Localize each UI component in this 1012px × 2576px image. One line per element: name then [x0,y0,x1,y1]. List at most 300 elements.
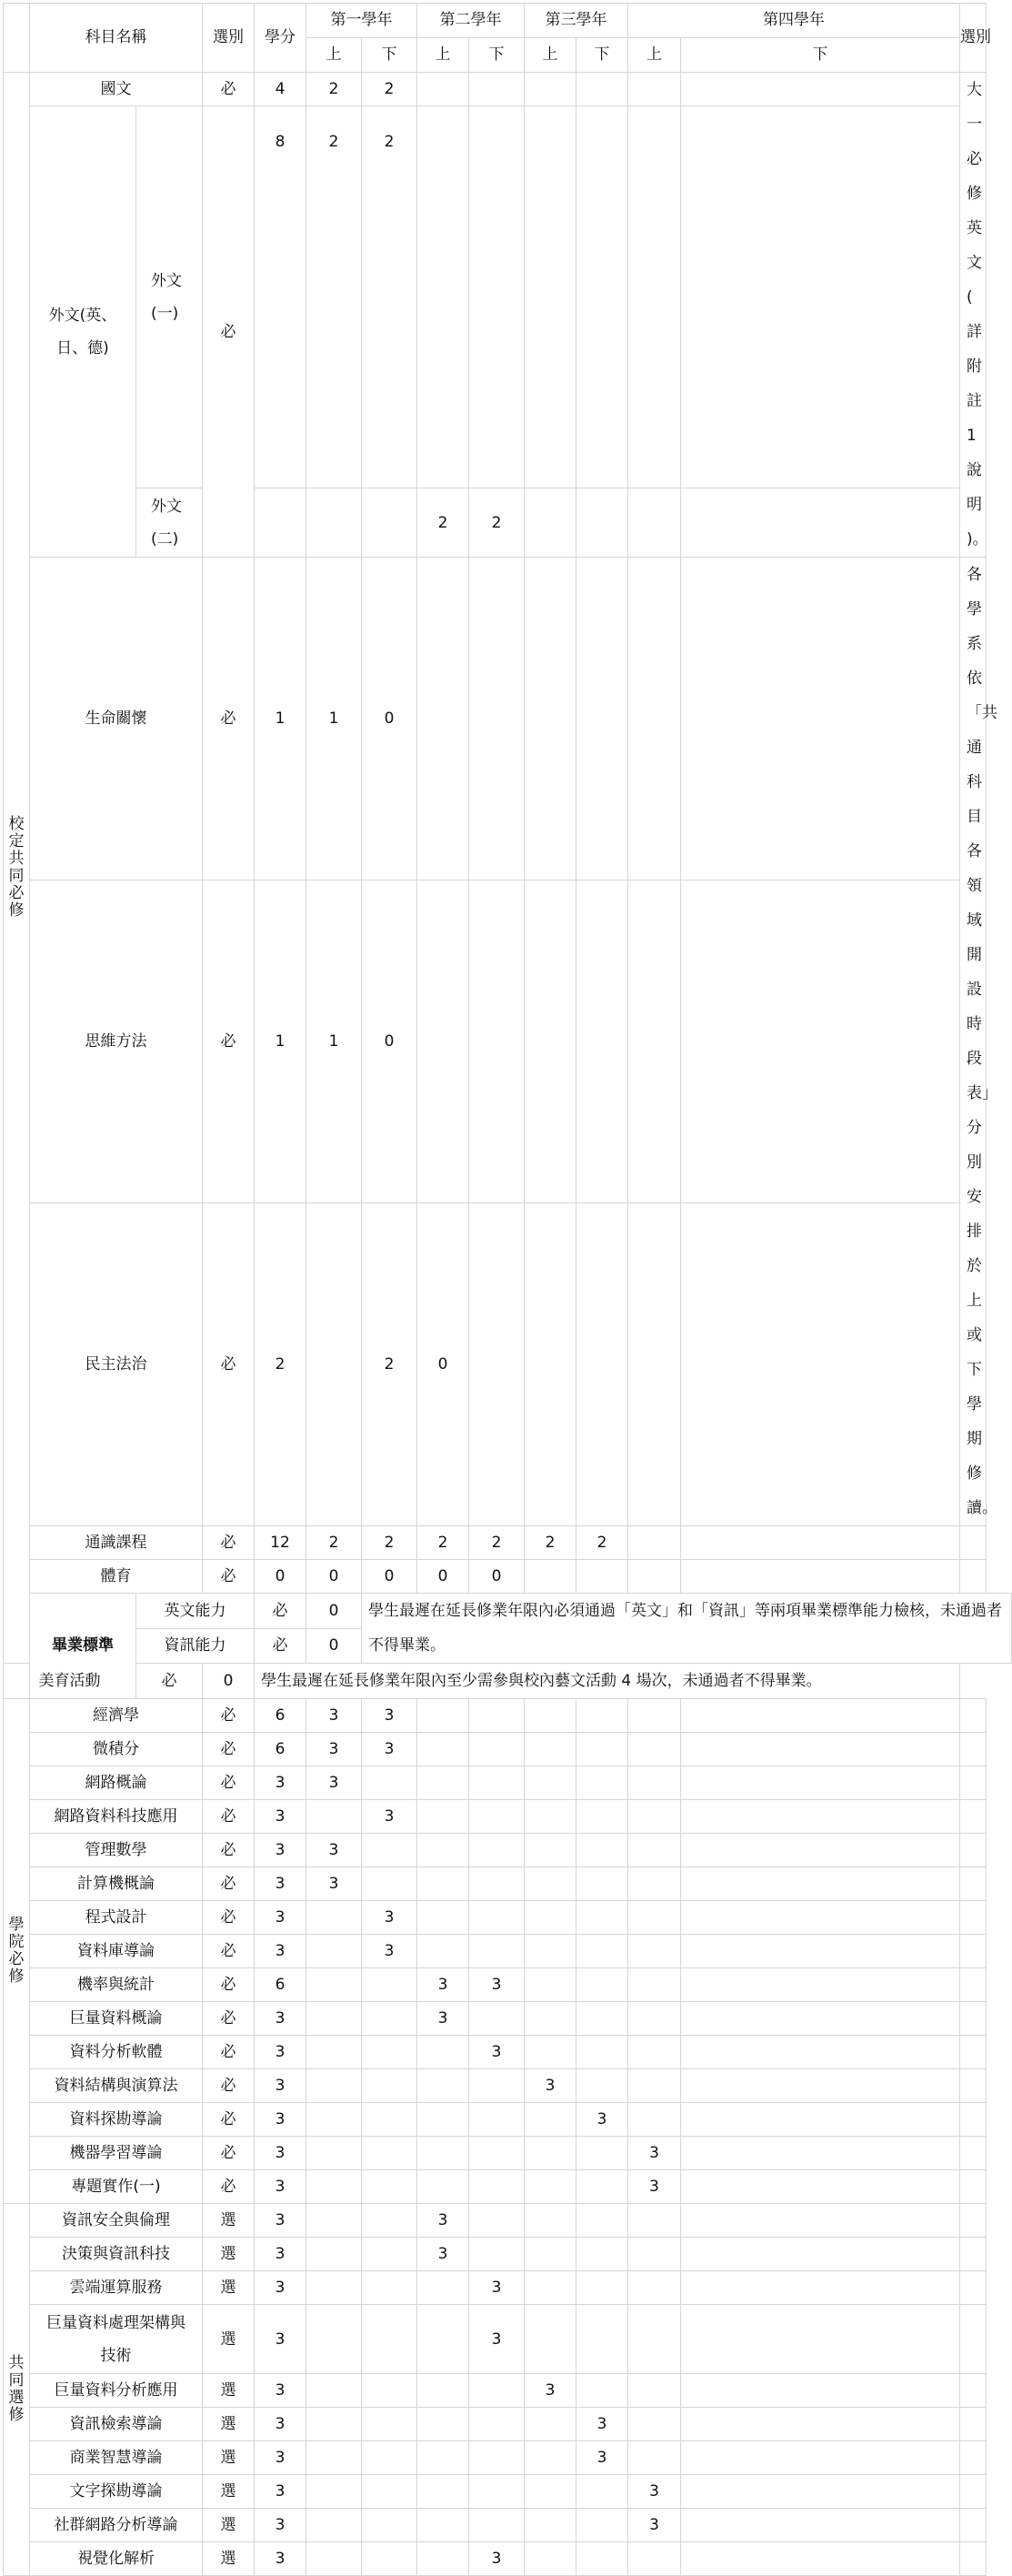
credit-y1-upper [306,2238,362,2271]
subject-type: 必 [203,558,255,880]
table-row [4,2475,1012,2509]
subject-credits: 2 [255,1203,306,1526]
credit-y1-lower: 3 [362,1800,417,1834]
credit-y3-lower [576,2170,628,2204]
header-year2: 第二學年 [417,4,525,38]
subject-type: 選 [203,2305,255,2374]
table-row [4,1935,1012,1968]
credit-y1-lower [362,2204,417,2238]
credit-y4-upper [628,1526,681,1560]
subject-credits: 3 [255,2374,306,2408]
credit-y1-lower: 0 [362,1560,417,1594]
table-row [4,1901,1012,1935]
credit-y1-upper [306,2374,362,2408]
note-cell [960,2137,987,2170]
credit-y4-upper: 3 [628,2170,681,2204]
subject-type: 必 [203,1968,255,2002]
credit-y3-upper [525,1800,576,1834]
credit-y1-upper [306,2441,362,2475]
subject-name: 微積分 [30,1733,203,1766]
table-row [4,2238,1012,2271]
credit-y4-upper [628,1560,681,1594]
subject-credits: 6 [255,1733,306,1766]
credit-y2-lower: 3 [469,2036,525,2069]
credit-y3-upper [525,880,576,1203]
note-cell [960,1935,987,1968]
note-schedule: 各學系依「共通科目各領域開設時段表」分別安排於上或下學期修讀。 [960,558,987,1526]
credit-y2-lower [469,1733,525,1766]
credit-y2-lower [469,1901,525,1935]
credit-y4-upper [628,1901,681,1935]
credit-y3-upper [525,2441,576,2475]
curriculum-sheet [3,3,1002,2568]
credit-y4-lower [681,1766,960,1800]
subject-name: 經濟學 [30,1699,203,1733]
subject-type: 選 [203,2441,255,2475]
subject-credits: 3 [255,1935,306,1968]
credit-y2-lower: 2 [469,488,525,558]
credit-y4-upper [628,1766,681,1800]
credit-y2-upper [417,2441,469,2475]
credit-y2-upper [417,1867,469,1901]
credit-y1-lower: 2 [362,106,417,488]
credit-y3-lower [576,2002,628,2036]
credit-y2-upper: 3 [417,2238,469,2271]
credit-y3-upper [525,2170,576,2204]
note-cell [960,2069,987,2103]
credit-y4-lower [681,1800,960,1834]
credit-y4-lower [681,2542,960,2576]
subject-type: 必 [255,1594,306,1629]
subject-type: 必 [203,1867,255,1901]
credit-y2-lower [469,2509,525,2542]
credit-y4-lower [681,2170,960,2204]
credit-y1-upper: 2 [306,1526,362,1560]
credit-y1-lower [362,2542,417,2576]
credit-y4-upper [628,2069,681,2103]
subject-credits: 3 [255,1800,306,1834]
credit-y1-lower: 3 [362,1901,417,1935]
credit-y4-upper [628,2305,681,2374]
table-row [4,2271,1012,2305]
credit-y1-upper [306,2542,362,2576]
credit-y3-lower [576,1203,628,1526]
subject-type: 必 [203,1203,255,1526]
credit-y4-lower [681,2238,960,2271]
credit-y1-upper: 2 [306,106,362,488]
credit-y1-lower [362,2509,417,2542]
credit-y1-lower: 2 [362,1526,417,1560]
subject-name: 機器學習導論 [30,2137,203,2170]
credit-y3-lower [576,2137,628,2170]
credit-y4-lower [681,2441,960,2475]
note-cell [960,1560,987,1594]
credit-y3-lower [576,106,628,488]
credit-y2-lower [469,73,525,106]
credit-y3-upper [525,2475,576,2509]
credit-y3-lower [576,1867,628,1901]
credit-y4-upper [628,1699,681,1733]
group-common-elective: 共同選修 [4,2204,30,2576]
subject-type: 必 [203,1560,255,1594]
credit-y3-upper [525,558,576,880]
credit-y3-lower [576,2509,628,2542]
credit-y1-upper [306,1800,362,1834]
header-year4: 第四學年 [628,4,960,38]
credit-y4-lower [681,2408,960,2441]
note-cell [960,1800,987,1834]
credit-y4-upper [628,1203,681,1526]
subject-type: 選 [203,2204,255,2238]
credit-y4-lower [681,2374,960,2408]
credit-y4-upper [628,2374,681,2408]
credit-y3-lower [576,2475,628,2509]
note-cell [960,2002,987,2036]
credit-y3-upper [525,1834,576,1867]
credit-y1-lower [362,2475,417,2509]
credit-y3-lower [576,1699,628,1733]
subject-type: 必 [203,1699,255,1733]
subject-name-foreign: 外文(英、日、德) [30,106,136,558]
credit-y2-upper [417,2542,469,2576]
credit-y4-lower [681,880,960,1203]
credit-y1-upper [306,2475,362,2509]
table-row [4,2542,1012,2576]
table-row [4,2305,1012,2374]
subject-subname-foreign1: 外文(一) [136,106,203,488]
credit-y3-lower [576,1733,628,1766]
header-year3: 第三學年 [525,4,628,38]
subject-name: 雲端運算服務 [30,2271,203,2305]
subject-type: 選 [203,2475,255,2509]
credit-y4-upper [628,106,681,488]
subject-type: 選 [203,2271,255,2305]
credit-y2-upper [417,2036,469,2069]
credit-y3-lower: 3 [576,2408,628,2441]
subject-credits: 3 [255,2002,306,2036]
header-y1-lower: 下 [362,38,417,73]
credit-y3-upper [525,1560,576,1594]
credit-y4-upper [628,1733,681,1766]
credit-y3-upper [525,2509,576,2542]
credit-y4-lower [681,2271,960,2305]
credit-y3-upper [525,1935,576,1968]
credit-y4-upper [628,1968,681,2002]
credit-y2-upper: 0 [417,1203,469,1526]
credit-y2-lower [469,1800,525,1834]
credit-y4-upper [628,2238,681,2271]
credit-y2-lower [469,2204,525,2238]
subject-name: 資料結構與演算法 [30,2069,203,2103]
credit-y1-upper [306,2137,362,2170]
subject-type: 必 [203,880,255,1203]
credit-y2-lower [469,1699,525,1733]
table-row [4,2374,1012,2408]
credit-y2-lower: 2 [469,1526,525,1560]
subject-type: 必 [203,2036,255,2069]
subject-credits: 0 [255,1560,306,1594]
credit-y2-upper [417,2374,469,2408]
credit-y2-upper: 2 [417,488,469,558]
credit-y4-lower [681,2204,960,2238]
credit-y3-upper: 2 [525,1526,576,1560]
note-cell [960,2509,987,2542]
subject-name: 社群網路分析導論 [30,2509,203,2542]
credit-y1-lower: 0 [362,558,417,880]
credit-y2-lower [469,2002,525,2036]
credit-y2-lower [469,2408,525,2441]
credit-y3-upper [525,2002,576,2036]
credit-y3-upper: 3 [525,2374,576,2408]
credit-y1-lower: 2 [362,1203,417,1526]
credit-y2-lower [469,2441,525,2475]
credit-y2-lower [469,1867,525,1901]
credit-y4-lower [681,2137,960,2170]
credit-y4-upper [628,558,681,880]
credit-y1-lower [362,2305,417,2374]
credit-y3-lower [576,2374,628,2408]
subject-credits [255,488,306,558]
subject-name: 巨量資料概論 [30,2002,203,2036]
credit-y2-upper [417,2475,469,2509]
subject-name: 國文 [30,73,203,106]
credit-y4-upper [628,2271,681,2305]
credit-y3-lower [576,73,628,106]
credit-y4-lower [681,1203,960,1526]
table-row [4,2408,1012,2441]
note-cell [960,1867,987,1901]
note-english: 大一必修英文( 詳附註1說明 )。 [960,73,987,558]
subject-name: 體育 [30,1560,203,1594]
credit-y4-upper [628,2408,681,2441]
subject-name: 文字探勘導論 [30,2475,203,2509]
credit-y4-upper [628,2036,681,2069]
credit-y3-upper [525,1867,576,1901]
credit-y1-upper [306,1901,362,1935]
subject-name: 資料探勘導論 [30,2103,203,2137]
credit-y1-upper [306,2103,362,2137]
credit-y2-lower [469,2374,525,2408]
credit-y1-upper [306,1935,362,1968]
credit-y3-upper [525,106,576,488]
credit-y1-upper [306,2509,362,2542]
credit-y4-lower [681,2475,960,2509]
note-cell [960,1766,987,1800]
subject-name: 思維方法 [30,880,203,1203]
note-cell [960,2441,987,2475]
group-college-required: 學院必修 [4,1699,30,2204]
credit-y4-upper [628,2002,681,2036]
subject-type: 必 [203,1935,255,1968]
credit-y1-upper [306,2408,362,2441]
credit-y1-upper [306,2069,362,2103]
credit-y1-lower [362,488,417,558]
subject-type: 必 [203,2170,255,2204]
credit-y4-upper [628,1867,681,1901]
header-y2-upper: 上 [417,38,469,73]
credit-y4-upper: 3 [628,2137,681,2170]
credit-y1-upper [306,2204,362,2238]
subject-credits: 6 [255,1699,306,1733]
subject-credits: 3 [255,1867,306,1901]
credit-y4-lower [681,1526,960,1560]
credit-y1-lower: 3 [362,1733,417,1766]
credit-y2-upper [417,1800,469,1834]
subject-type: 必 [203,1766,255,1800]
credit-y1-lower [362,2441,417,2475]
credit-y4-lower [681,106,960,488]
subject-name: 機率與統計 [30,1968,203,2002]
credit-y1-upper: 3 [306,1699,362,1733]
credit-y1-lower [362,2374,417,2408]
subject-type: 必 [203,73,255,106]
credit-y4-lower [681,2002,960,2036]
credit-y2-lower [469,1935,525,1968]
credit-y1-lower [362,2002,417,2036]
table-row [4,2137,1012,2170]
table-row [4,1800,1012,1834]
credit-y3-upper [525,2238,576,2271]
table-row [4,1664,1012,1699]
subject-credits: 3 [255,2238,306,2271]
credit-y3-lower: 3 [576,2103,628,2137]
credit-y3-upper [525,1766,576,1800]
credit-y1-lower [362,2271,417,2305]
credit-y2-upper [417,1935,469,1968]
credit-y3-lower [576,1901,628,1935]
note-cell [960,2036,987,2069]
note-grad-arts: 學生最遲在延長修業年限內至少需參與校內藝文活動 4 場次，未通過者不得畢業。 [255,1664,960,1699]
table-row [4,1867,1012,1901]
credit-y4-upper [628,880,681,1203]
note-cell [960,2475,987,2509]
credit-y1-lower [362,2408,417,2441]
credit-y2-upper [417,1766,469,1800]
subject-name: 資訊檢索導論 [30,2408,203,2441]
credit-y2-lower [469,1203,525,1526]
credit-y3-lower [576,1935,628,1968]
subject-name: 資訊能力 [136,1628,255,1664]
subject-credits: 6 [255,1968,306,2002]
subject-name: 生命關懷 [30,558,203,880]
note-cell [960,1733,987,1766]
credit-y2-upper [417,558,469,880]
credit-y3-lower [576,1834,628,1867]
credit-y4-lower [681,1968,960,2002]
credit-y2-upper: 0 [417,1560,469,1594]
credit-y1-lower [362,2137,417,2170]
credit-y4-lower [681,73,960,106]
credit-y1-lower [362,1766,417,1800]
credit-y2-lower [469,880,525,1203]
subject-credits: 3 [255,2509,306,2542]
subject-subname-foreign2: 外文(二) [136,488,203,558]
credit-y1-upper: 1 [306,880,362,1203]
note-cell [960,2542,987,2576]
credit-y1-lower [362,2170,417,2204]
subject-type: 必 [203,2069,255,2103]
credit-y1-lower: 3 [362,1935,417,1968]
credit-y3-lower [576,2542,628,2576]
table-row [4,1834,1012,1867]
credit-y2-lower [469,2475,525,2509]
credit-y3-upper [525,1901,576,1935]
credit-y1-upper [306,2170,362,2204]
credit-y4-upper: 3 [628,2475,681,2509]
table-row [4,2002,1012,2036]
subject-credits: 8 [255,106,306,488]
note-cell [960,2238,987,2271]
note-cell [960,2204,987,2238]
credit-y3-upper [525,2305,576,2374]
subject-name: 專題實作(一) [30,2170,203,2204]
subject-type: 必 [203,2002,255,2036]
credit-y4-lower [681,2069,960,2103]
credit-y1-upper: 3 [306,1733,362,1766]
credit-y3-lower [576,2036,628,2069]
subject-credits: 3 [255,2103,306,2137]
subject-credits: 12 [255,1526,306,1560]
credit-y2-upper [417,1733,469,1766]
credit-y3-lower [576,1766,628,1800]
credit-y1-upper [306,2305,362,2374]
credit-y4-lower [681,1867,960,1901]
credit-y4-lower [681,1935,960,1968]
table-row [4,1526,1012,1560]
credit-y2-upper [417,1699,469,1733]
credit-y2-upper [417,2271,469,2305]
subject-credits: 4 [255,73,306,106]
credit-y1-lower [362,2069,417,2103]
table-row [4,1733,1012,1766]
note-cell [960,2305,987,2374]
credit-y4-lower [681,1699,960,1733]
credit-y1-upper: 1 [306,558,362,880]
table-row [4,880,1012,1203]
note-cell [960,1699,987,1733]
credit-y3-lower [576,2271,628,2305]
subject-name: 計算機概論 [30,1867,203,1901]
table-row [4,1594,1012,1629]
table-row [4,1699,1012,1733]
credit-y3-upper [525,2204,576,2238]
subject-credits: 3 [255,2170,306,2204]
credit-y3-upper [525,2103,576,2137]
credit-y4-upper [628,1800,681,1834]
credit-y1-lower [362,2103,417,2137]
subject-credits: 1 [255,880,306,1203]
header-y1-upper: 上 [306,38,362,73]
table-row [4,2103,1012,2137]
credit-y2-upper: 3 [417,2204,469,2238]
subject-credits: 3 [255,2305,306,2374]
subject-credits: 3 [255,2069,306,2103]
credit-y1-lower [362,1867,417,1901]
credit-y3-lower [576,2238,628,2271]
subject-type: 必 [203,2137,255,2170]
credit-y1-upper: 3 [306,1834,362,1867]
credit-y2-lower: 3 [469,1968,525,2002]
credit-y2-lower [469,106,525,488]
subject-credits: 3 [255,2204,306,2238]
credit-y4-upper [628,2542,681,2576]
note-cell [960,2374,987,2408]
credit-y2-lower: 3 [469,2542,525,2576]
credit-y2-upper: 2 [417,1526,469,1560]
credit-y3-lower [576,488,628,558]
credit-y2-upper [417,2069,469,2103]
credit-y3-upper [525,1733,576,1766]
